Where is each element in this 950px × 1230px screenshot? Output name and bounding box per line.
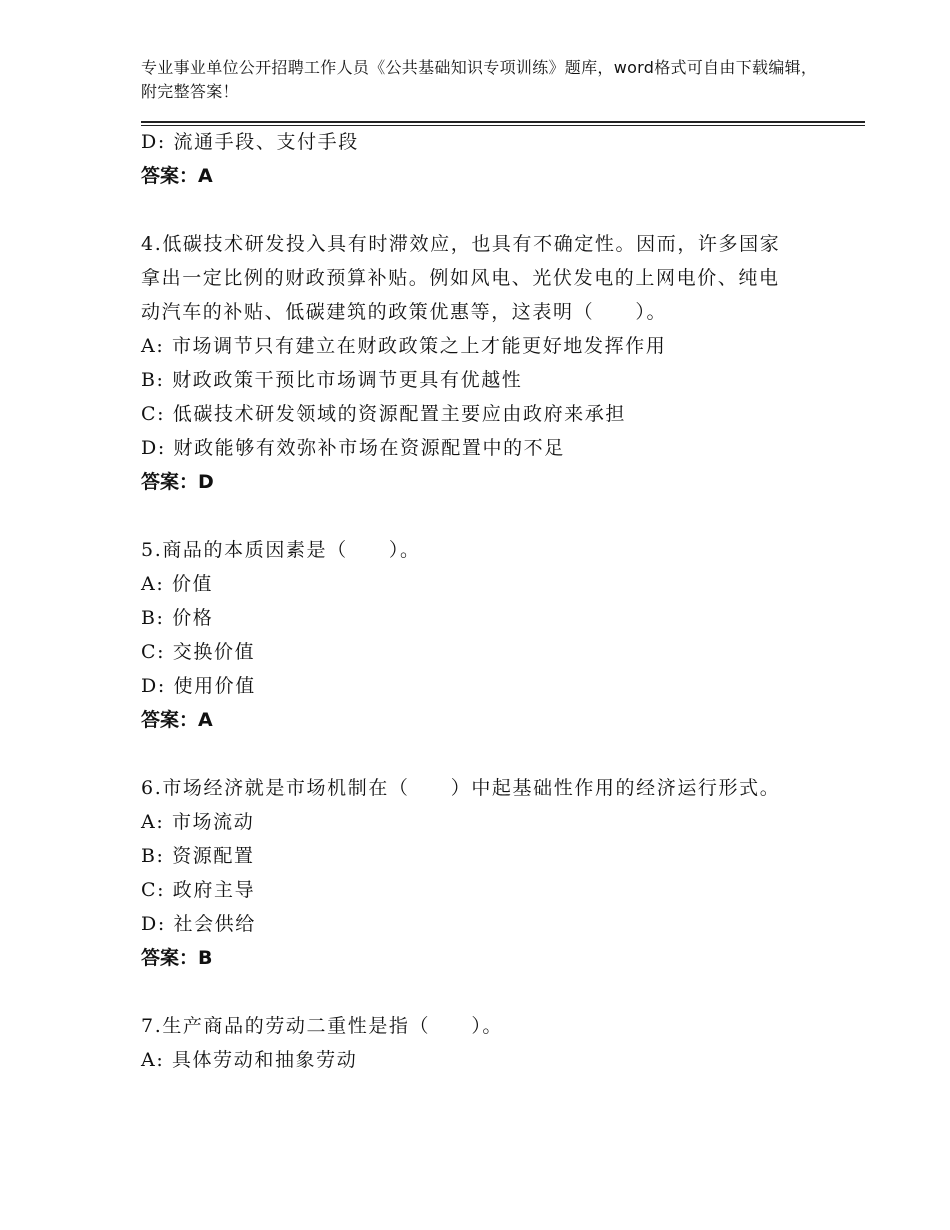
option-b: B: 价格 [141,607,214,629]
option-d: D: 使用价值 [141,675,256,697]
question-stem: 5.商品的本质因素是（ ）。 [141,539,421,561]
answer-label: 答案：A [141,165,213,187]
option-d: D: 社会供给 [141,913,256,935]
option-b: B: 财政政策干预比市场调节更具有优越性 [141,369,523,391]
question-stem: 4.低碳技术研发投入具有时滞效应，也具有不确定性。因而，许多国家拿出一定比例的财政预算补贴。例如风电、光伏发电的上网电价、纯电动汽车的补贴、低碳建筑的政策优惠等，这表明（ ）。 [141,233,781,323]
option-d: D: 流通手段、支付手段 [141,131,359,153]
spacer [141,193,821,227]
answer-label: 答案：B [141,947,213,969]
option-a: A: 价值 [141,573,214,595]
spacer [141,737,821,771]
document-header: 专业事业单位公开招聘工作人员《公共基础知识专项训练》题库，word格式可自由下载编辑，附完整答案！ [141,58,818,101]
header-rule-thick [141,121,865,123]
spacer [141,975,821,1009]
answer-label: 答案：A [141,709,213,731]
question-7 [141,1009,821,1077]
option-a: A: 具体劳动和抽象劳动 [141,1049,358,1071]
question-6 [141,771,821,975]
question-4 [141,227,821,499]
answer-label: 答案：D [141,471,214,493]
option-a: A: 市场流动 [141,811,255,833]
question-3 [141,125,821,193]
option-c: C: 政府主导 [141,879,256,901]
option-a: A: 市场调节只有建立在财政政策之上才能更好地发挥作用 [141,335,667,357]
option-c: C: 低碳技术研发领域的资源配置主要应由政府来承担 [141,403,626,425]
option-c: C: 交换价值 [141,641,256,663]
question-stem: 6.市场经济就是市场机制在（ ）中起基础性作用的经济运行形式。 [141,777,781,799]
question-5 [141,533,821,737]
option-d: D: 财政能够有效弥补市场在资源配置中的不足 [141,437,565,459]
spacer [141,499,821,533]
question-list [141,125,821,1077]
question-stem: 7.生产商品的劳动二重性是指（ ）。 [141,1015,504,1037]
option-b: B: 资源配置 [141,845,255,867]
